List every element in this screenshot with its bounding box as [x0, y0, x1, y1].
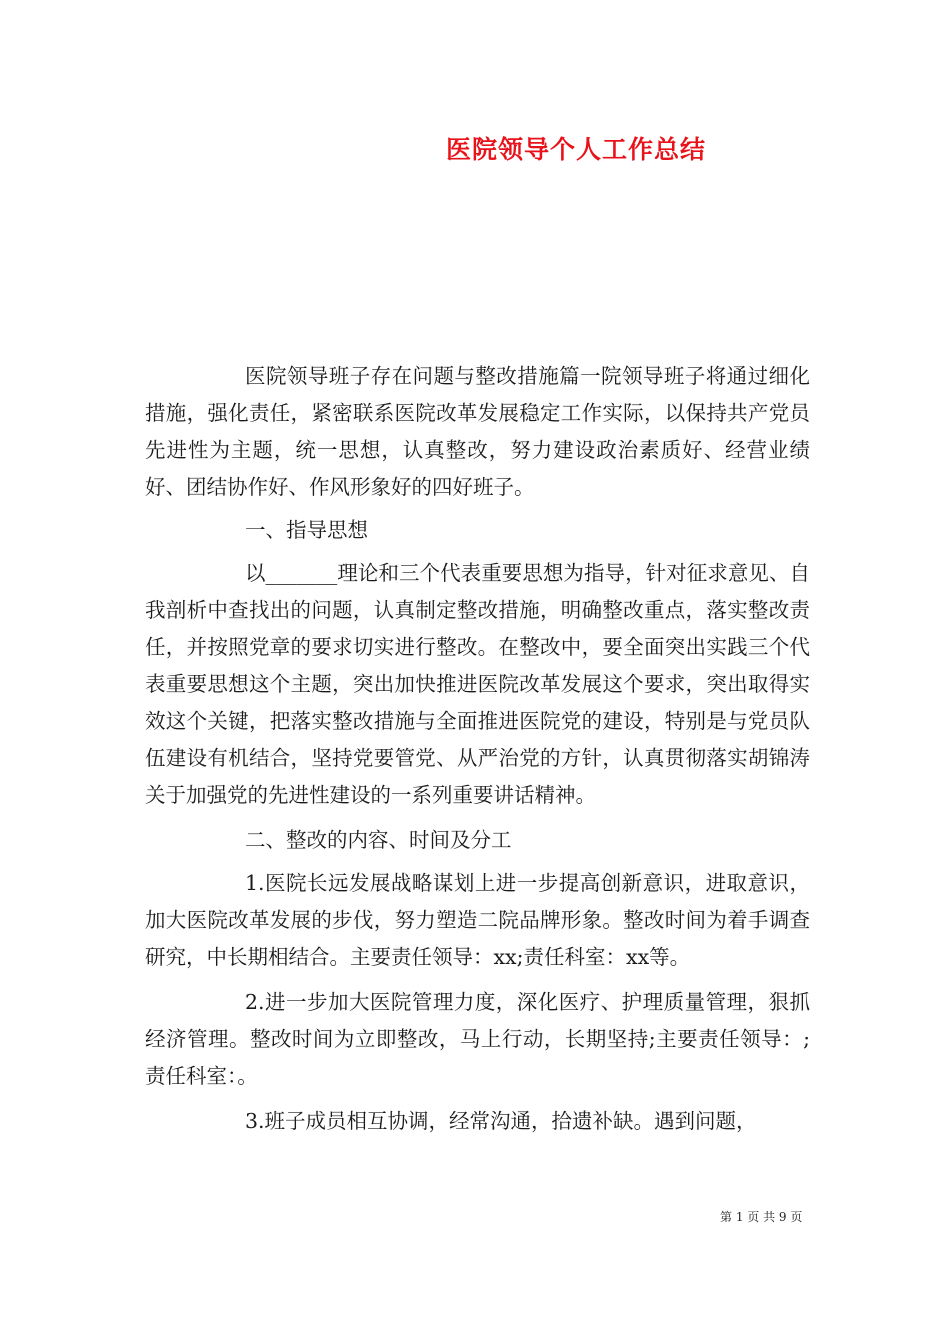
rectification-item-3: 3.班子成员相互协调，经常沟通，拾遗补缺。遇到问题， — [245, 1109, 757, 1133]
page-number-footer: 第 1 页 共 9 页 — [720, 1210, 803, 1224]
rectification-item-2: 2.进一步加大医院管理力度，深化医疗、护理质量管理，狠抓经济管理。整改时间为立即整改，马上行动，长期坚持;主要责任领导：;责任科室：。 — [145, 990, 810, 1088]
section-heading-rectification: 二、整改的内容、时间及分工 — [245, 828, 512, 852]
document-title: 医院领导个人工作总结 — [446, 135, 707, 164]
rectification-item-1: 1.医院长远发展战略谋划上进一步提高创新意识，进取意识，加大医院改革发展的步伐，努力塑造二院品牌形象。整改时间为着手调查研究，中长期相结合。主要责任领导：xx;责任科室：xx等。 — [145, 871, 810, 969]
document-body — [145, 358, 810, 1140]
guiding-thought-paragraph: 以_______理论和三个代表重要思想为指导，针对征求意见、自我剖析中查找出的问题，认真制定整改措施，明确整改重点，落实整改责任，并按照党章的要求切实进行整改。在整改中，要全面突出实践三个代表重要思想这个主题，突出加快推进医院改革发展这个要求，突出取得实效这个关键，把落实整改措施与全面推进医院党的建设，特别是与党员队伍建设有机结合，坚持党要管党、从严治党的方针，认真贯彻落实胡锦涛关于加强党的先进性建设的一系列重要讲话精神。 — [145, 561, 810, 807]
intro-paragraph: 医院领导班子存在问题与整改措施篇一院领导班子将通过细化措施，强化责任，紧密联系医院改革发展稳定工作实际，以保持共产党员先进性为主题，统一思想，认真整改，努力建设政治素质好、经营业绩好、团结协作好、作风形象好的四好班子。 — [145, 364, 810, 499]
section-heading-guiding-thought: 一、指导思想 — [245, 518, 368, 542]
